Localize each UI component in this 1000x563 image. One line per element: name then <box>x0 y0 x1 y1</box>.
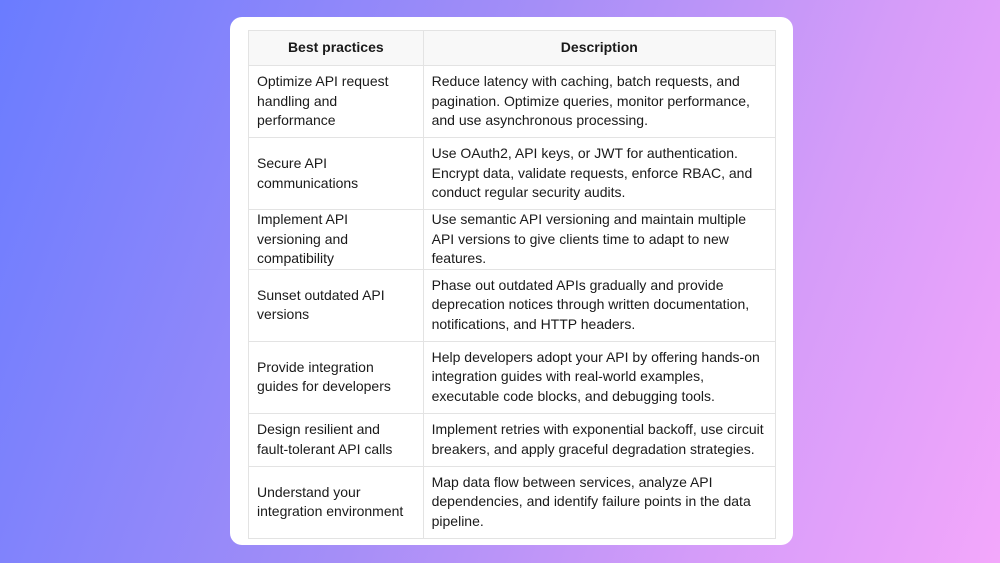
practice-cell: Sunset outdated API versions <box>249 269 424 341</box>
table-row <box>249 413 776 466</box>
practice-cell: Design resilient and fault-tolerant API calls <box>249 413 424 466</box>
best-practices-table <box>248 30 776 539</box>
table-header-row <box>249 31 776 66</box>
practice-cell: Optimize API request handling and performance <box>249 66 424 138</box>
description-cell: Use semantic API versioning and maintain multiple API versions to give clients time to adapt to new features. <box>423 210 775 270</box>
table-card <box>230 17 793 545</box>
practice-cell: Understand your integration environment <box>249 466 424 538</box>
description-cell: Use OAuth2, API keys, or JWT for authentication. Encrypt data, validate requests, enforce RBAC, and conduct regular security audits. <box>423 138 775 210</box>
practice-cell: Secure API communications <box>249 138 424 210</box>
description-cell: Reduce latency with caching, batch requests, and pagination. Optimize queries, monitor performance, and use asynchronous processing. <box>423 66 775 138</box>
header-description: Description <box>423 31 775 66</box>
practice-cell: Provide integration guides for developers <box>249 341 424 413</box>
table-row <box>249 210 776 270</box>
table-row <box>249 66 776 138</box>
description-cell: Implement retries with exponential backoff, use circuit breakers, and apply graceful degradation strategies. <box>423 413 775 466</box>
description-cell: Map data flow between services, analyze API dependencies, and identify failure points in the data pipeline. <box>423 466 775 538</box>
description-cell: Help developers adopt your API by offering hands-on integration guides with real-world examples, executable code blocks, and debugging tools. <box>423 341 775 413</box>
table-row <box>249 269 776 341</box>
table-row <box>249 466 776 538</box>
table-row <box>249 341 776 413</box>
table-row <box>249 138 776 210</box>
description-cell: Phase out outdated APIs gradually and provide deprecation notices through written documentation, notifications, and HTTP headers. <box>423 269 775 341</box>
header-best-practices: Best practices <box>249 31 424 66</box>
practice-cell: Implement API versioning and compatibility <box>249 210 424 270</box>
